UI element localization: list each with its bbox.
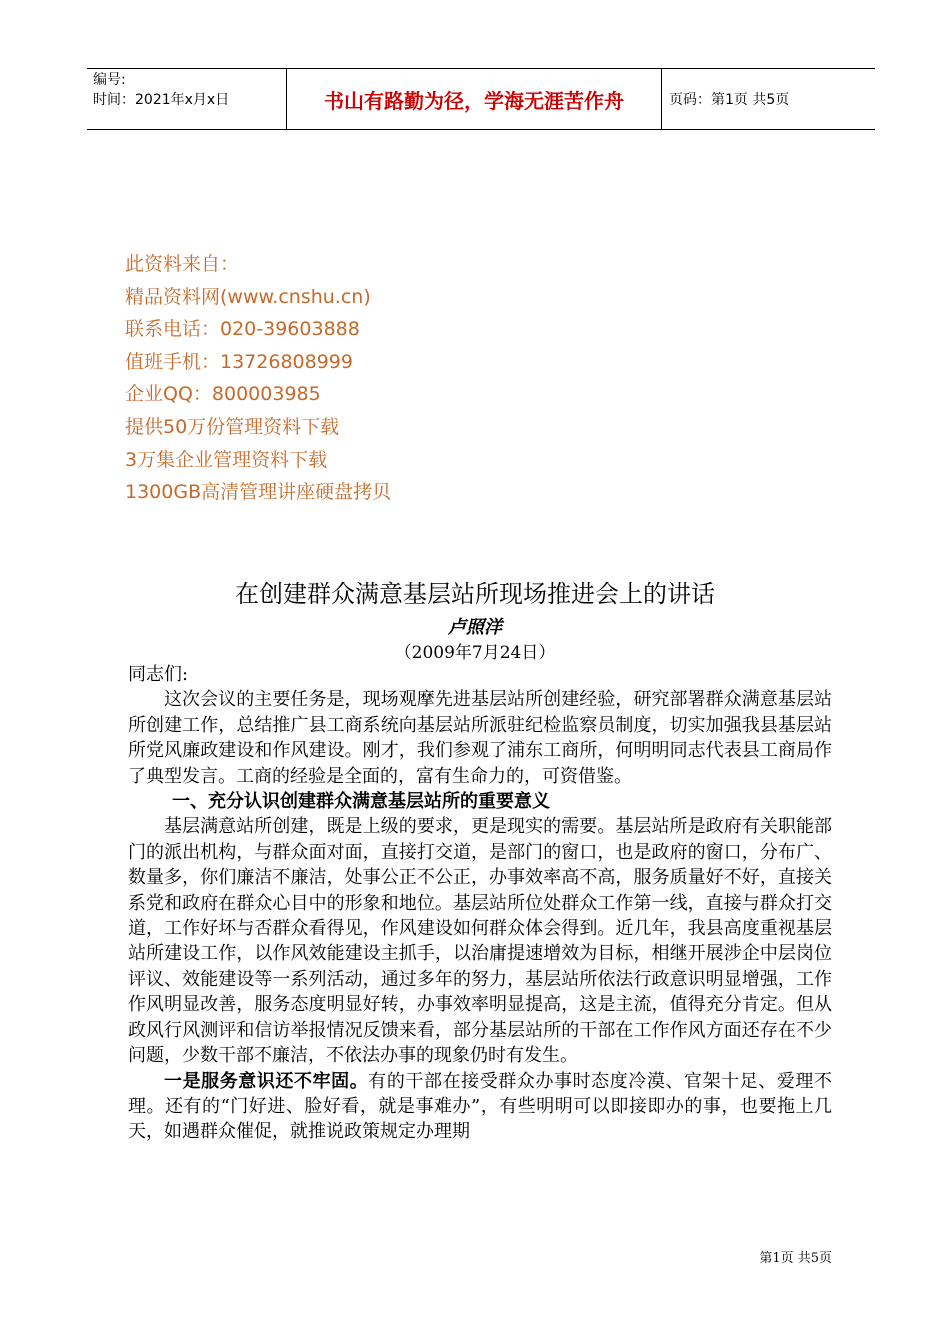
section-paragraph: 基层满意站所创建，既是上级的要求，更是现实的需要。基层站所是政府有关职能部门的派出机构，与群众面对面，直接打交道，是部门的窗口，也是政府的窗口，分布广、数量多，你们廉洁不廉洁，处事公正不公正，办事效率高不高，服务质量好不好，直接关系党和政府在群众心目中的形象和地位。基层站所位处群众工作第一线，直接与群众打交道，工作好坏与否群众看得见，作风建设如何群众体会得到。近几年，我县高度重视基层站所建设工作，以作风效能建设主抓手，以治庸提速增效为目标，相继开展涉企中层岗位评议、效能建设等一系列活动，通过多年的努力，基层站所依法行政意识明显增强，工作作风明显改善，服务态度明显好转，办事效率明显提高，这是主流，值得充分肯定。但从政风行风测评和信访举报情况反馈来看，部分基层站所的干部在工作作风方面还存在不少问题，少数干部不廉洁，不依法办事的现象仍时有发生。 [128,816,832,1067]
promo-line: 值班手机：13726808999 [125,350,353,373]
serial-label: 编号: [93,72,126,88]
header-page-info: 页码：第1页 共5页 [669,92,790,108]
document-body [128,662,832,1145]
document-title: 在创建群众满意基层站所现场推进会上的讲话 [235,580,715,608]
promo-line: 3万集企业管理资料下载 [125,448,328,471]
document-author: 卢照洋 [448,617,502,638]
header-left-cell [93,70,285,110]
promo-line: 精品资料网(www.cnshu.cn) [125,285,371,308]
page-footer: 第1页 共5页 [759,1251,832,1266]
promo-line: 提供50万份管理资料下载 [125,415,340,438]
promo-line: 企业QQ：800003985 [125,383,321,406]
page-header [87,68,875,130]
promo-line: 联系电话：020-39603888 [125,318,360,341]
salutation: 同志们: [128,664,189,685]
point-paragraph [128,1069,832,1145]
intro-paragraph: 这次会议的主要任务是，现场观摩先进基层站所创建经验，研究部署群众满意基层站所创建工作，总结推广县工商系统向基层站所派驻纪检监察员制度，切实加强我县基层站所党风廉政建设和作风建设。刚才，我们参观了浦东工商所，何明明同志代表县工商局作了典型发言。工商的经验是全面的，富有生命力的，可资借鉴。 [128,689,832,787]
document-date: （2009年7月24日） [394,643,556,663]
promo-block [125,248,391,509]
header-motto: 书山有路勤为径，学海无涯苦作舟 [286,69,662,129]
point-text: 有的干部在接受群众办事时态度冷漠、官架十足、爱理不理。还有的“门好进、脸好看，就是事难办”，有些明明可以即接即办的事，也要拖上几天，如遇群众催促，就推说政策规定办理期 [128,1070,833,1143]
promo-line: 此资料来自： [125,253,240,275]
section-heading: 一、充分认识创建群众满意基层站所的重要意义 [172,791,550,813]
promo-line: 1300GB高清管理讲座硬盘拷贝 [125,481,392,504]
time-label: 时间：2021年x月x日 [93,92,230,108]
point-lead: 一是服务意识还不牢固。 [164,1070,369,1092]
